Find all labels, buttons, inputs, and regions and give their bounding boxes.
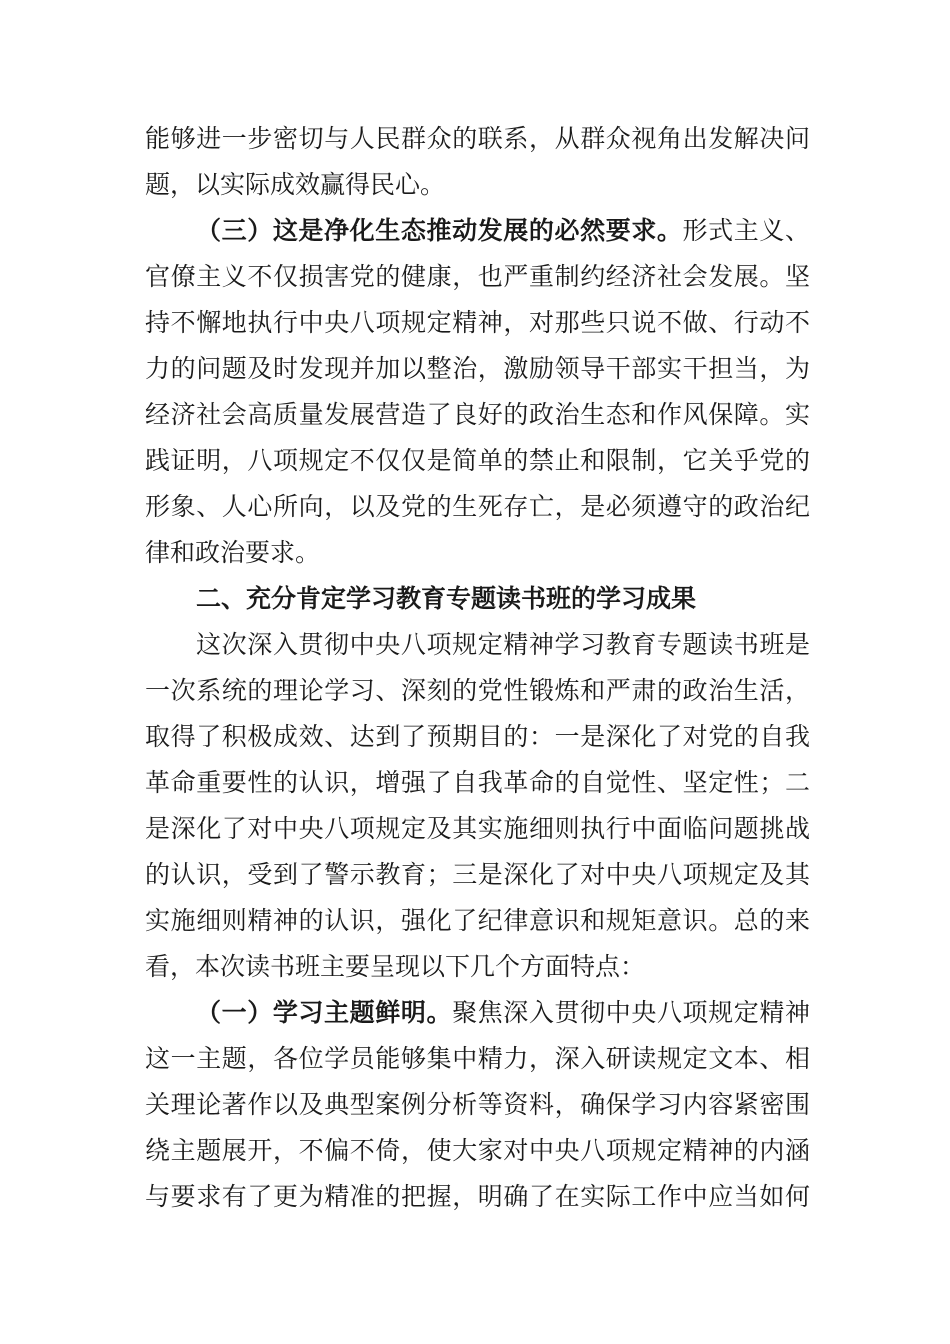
- paragraph-line: 题，以实际成效赢得民心。: [145, 170, 446, 199]
- paragraph-line: 这次深入贯彻中央八项规定精神学习教育专题读书班是: [196, 630, 810, 659]
- subsection-lead-line: [196, 211, 810, 251]
- paragraph-line: 一次系统的理论学习、深刻的党性锻炼和严肃的政治生活，: [145, 676, 810, 705]
- paragraph-line: 形象、人心所向，以及党的生死存亡，是必须遵守的政治纪: [145, 492, 810, 521]
- subsection-title: （一）学习主题鲜明。: [196, 998, 453, 1027]
- paragraph-line: 绕主题展开，不偏不倚，使大家对中央八项规定精神的内涵: [145, 1136, 810, 1165]
- paragraph-line: 能够进一步密切与人民群众的联系，从群众视角出发解决问: [145, 124, 810, 153]
- paragraph-line: 践证明，八项规定不仅仅是简单的禁止和限制，它关乎党的: [145, 446, 810, 475]
- paragraph-line: 这一主题，各位学员能够集中精力，深入研读规定文本、相: [145, 1044, 810, 1073]
- paragraph-text: 形式主义、: [682, 216, 810, 245]
- paragraph-line: 的认识，受到了警示教育；三是深化了对中央八项规定及其: [145, 860, 810, 889]
- section-heading: 二、充分肯定学习教育专题读书班的学习成果: [196, 584, 697, 613]
- paragraph-line: 持不懈地执行中央八项规定精神，对那些只说不做、行动不: [145, 308, 810, 337]
- paragraph-line: 经济社会高质量发展营造了良好的政治生态和作风保障。实: [145, 400, 810, 429]
- paragraph-line: 实施细则精神的认识，强化了纪律意识和规矩意识。总的来: [145, 906, 810, 935]
- subsection-title: （三）这是净化生态推动发展的必然要求。: [196, 216, 683, 245]
- paragraph-line: 取得了积极成效、达到了预期目的：一是深化了对党的自我: [145, 722, 810, 751]
- paragraph-line: 与要求有了更为精准的把握，明确了在实际工作中应当如何: [145, 1182, 810, 1211]
- paragraph-line: 是深化了对中央八项规定及其实施细则执行中面临问题挑战: [145, 814, 810, 843]
- paragraph-text: 聚焦深入贯彻中央八项规定精神: [452, 998, 810, 1027]
- paragraph-line: 革命重要性的认识，增强了自我革命的自觉性、坚定性；二: [145, 768, 810, 797]
- paragraph-line: 力的问题及时发现并加以整治，激励领导干部实干担当，为: [145, 354, 810, 383]
- paragraph-line: 律和政治要求。: [145, 538, 321, 567]
- paragraph-line: 看，本次读书班主要呈现以下几个方面特点：: [145, 952, 646, 981]
- subsection-lead-line: [196, 993, 810, 1033]
- paragraph-line: 官僚主义不仅损害党的健康，也严重制约经济社会发展。坚: [145, 262, 810, 291]
- paragraph-line: 关理论著作以及典型案例分析等资料，确保学习内容紧密围: [145, 1090, 810, 1119]
